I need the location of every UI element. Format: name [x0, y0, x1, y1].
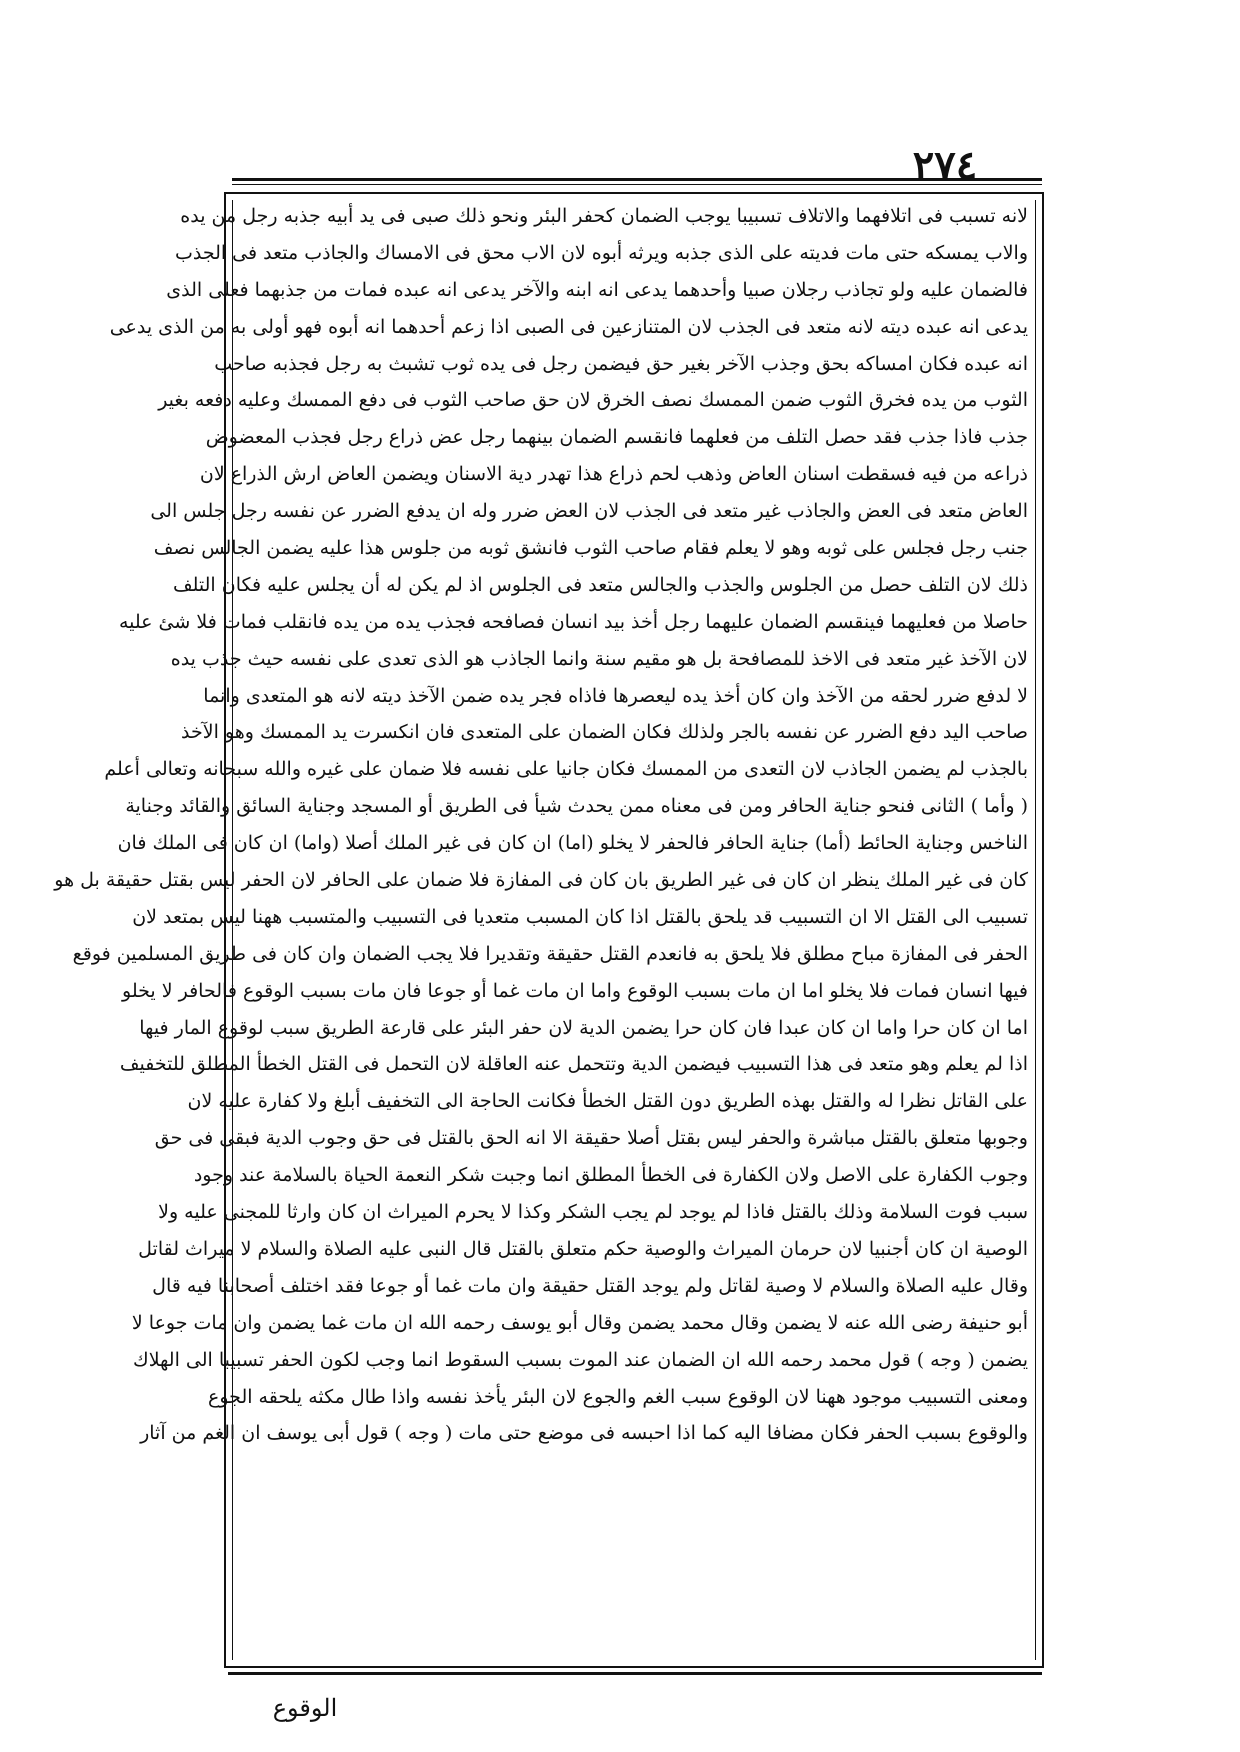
- catchword: الوقوع: [272, 1694, 338, 1722]
- text-line: جنب رجل فجلس على ثوبه وهو لا يعلم فقام صاحب الثوب فانشق ثوبه من جلوس هذا عليه يضمن الجالس نصف: [153, 537, 1028, 560]
- text-line: فالضمان عليه ولو تجاذب رجلان صبيا وأحدهما يدعى انه ابنه والآخر يدعى انه عبده فمات من جذبهما فعلى الذى: [166, 278, 1028, 301]
- text-line: لانه تسبب فى اتلافهما والاتلاف تسبيبا يوجب الضمان كحفر البئر ونحو ذلك صبى فى يد أبيه جذبه رجل من يده: [180, 205, 1028, 227]
- text-line: ومعنى التسبيب موجود ههنا لان الوقوع سبب الغم والجوع لان البئر يأخذ نفسه واذا طال مكثه يلحقه الجوع: [208, 1385, 1028, 1408]
- top-rule: [232, 178, 1042, 181]
- text-line: وقال عليه الصلاة والسلام لا وصية لقاتل ولم يوجد القتل حقيقة وان مات غما أو جوعا فقد اختلف أصحابنا فيه قال: [152, 1274, 1028, 1297]
- text-line: ( وأما ) الثانى فنحو جناية الحافر ومن فى معناه ممن يحدث شيأ فى الطريق أو المسجد وجناية السائق والقائد وجناية: [125, 795, 1028, 818]
- text-line: الثوب من يده فخرق الثوب ضمن الممسك نصف الخرق لان حق صاحب الثوب فى دفع الممسك وعليه دفعه بغير: [158, 389, 1028, 412]
- text-line: أبو حنيفة رضى الله عنه لا يضمن وقال محمد يضمن وقال أبو يوسف رحمه الله ان مات غما يضمن وان مات جوعا لا: [131, 1311, 1028, 1334]
- text-line: فيها انسان فمات فلا يخلو اما ان مات بسبب الوقوع واما ان مات غما أو جوعا فان مات بسبب الوقوع فالحافر لا يخلو: [122, 979, 1028, 1002]
- text-line: تسبيب الى القتل الا ان التسبيب قد يلحق بالقتل اذا كان المسبب متعديا فى التسبيب والمتسبب ههنا ليس بمتعد لان: [132, 905, 1028, 928]
- text-line: صاحب اليد دفع الضرر عن نفسه بالجر ولذلك فكان الضمان على المتعدى فان انكسرت يد الممسك وهو الآخذ: [181, 721, 1028, 744]
- text-line: والوقوع بسبب الحفر فكان مضافا اليه كما اذا احبسه فى موضع حتى مات ( وجه ) قول أبى يوسف ان الغم من آثار: [140, 1422, 1028, 1445]
- text-line: لا لدفع ضرر لحقه من الآخذ وان كان أخذ يده ليعصرها فاذاه فجر يده ضمن الآخذ ديته لانه هو المتعدى وانما: [203, 684, 1028, 707]
- text-line: اما ان كان حرا واما ان كان عبدا فان كان حرا يضمن الدية لان حفر البئر على قارعة الطريق سبب لوقوع المار فيها: [139, 1016, 1028, 1039]
- text-line: يدعى انه عبده ديته لانه متعد فى الجذب لان المتنازعين فى الصبى اذا زعم أحدهما انه أبوه فهو أولى به من الذى يدعى: [109, 315, 1028, 338]
- text-line: الحفر فى المفازة مباح مطلق فلا يلحق به فانعدم القتل حقيقة وتقديرا فلا يجب الضمان وان كان فى طريق المسلمين فوقع: [72, 942, 1028, 965]
- text-line: وجوبها متعلق بالقتل مباشرة والحفر ليس بقتل أصلا حقيقة الا انه الحق بالقتل فى حق وجوب الدية فبقى فى حق: [154, 1127, 1028, 1150]
- bottom-rule: [228, 1672, 1042, 1675]
- text-line: جذب فاذا جذب فقد حصل التلف من فعلهما فانقسم الضمان بينهما رجل عض ذراع رجل فجذب المعضوض: [205, 426, 1028, 449]
- text-line: العاض متعد فى العض والجاذب غير متعد فى الجذب لان العض ضرر وله ان يدفع الضرر عن نفسه رجل جلس الى: [150, 500, 1028, 523]
- text-line: انه عبده فكان امساكه بحق وجذب الآخر بغير حق فيضمن رجل فى يده ثوب تشبث به رجل فجذبه صاحب: [214, 352, 1028, 375]
- text-line: اذا لم يعلم وهو متعد فى هذا التسبيب فيضمن الدية وتتحمل عنه العاقلة لان التحمل فى القتل الخطأ المطلق للتخفيف: [119, 1053, 1028, 1076]
- top-rule-thin: [232, 184, 1042, 185]
- text-line: وجوب الكفارة على الاصل ولان الكفارة فى الخطأ المطلق انما وجبت شكر النعمة الحياة بالسلامة عند وجود: [193, 1164, 1028, 1187]
- text-line: يضمن ( وجه ) قول محمد رحمه الله ان الضمان عند الموت بسبب السقوط انما وجب لكون الحفر تسبيبا الى الهلاك: [133, 1348, 1028, 1371]
- text-line: ذلك لان التلف حصل من الجلوس والجذب والجالس متعد فى الجلوس اذ لم يكن له أن يجلس عليه فكان التلف: [172, 573, 1028, 596]
- text-line: بالجذب لم يضمن الجاذب لان التعدى من الممسك فكان جانيا على نفسه فلا ضمان على غيره والله سبحانه وتعالى أعلم: [104, 758, 1028, 781]
- text-line: ذراعه من فيه فسقطت اسنان العاض وذهب لحم ذراع هذا تهدر دية الاسنان ويضمن العاض ارش الذراع لان: [199, 463, 1028, 486]
- body-text: [54, 198, 1028, 1660]
- text-line: حاصلا من فعليهما فينقسم الضمان عليهما رجل أخذ بيد انسان فصافحه فجذب يده من يده فانقلب فمات فلا شئ عليه: [118, 610, 1028, 633]
- page-number: ٢٧٤: [912, 142, 978, 189]
- text-line: على القاتل نظرا له والقتل بهذه الطريق دون القتل الخطأ فكانت الحاجة الى التخفيف أبلغ ولا كفارة عليه لان: [187, 1090, 1028, 1113]
- text-line: كان فى غير الملك ينظر ان كان فى غير الطريق بان كان فى المفازة فلا ضمان على الحافر لان الحفر ليس بقتل حقيقة بل هو: [54, 869, 1028, 892]
- text-line: والاب يمسكه حتى مات فديته على الذى جذبه ويرثه أبوه لان الاب محق فى الامساك والجاذب متعد فى الجذب: [174, 241, 1028, 264]
- text-line: الوصية ان كان أجنبيا لان حرمان الميراث والوصية حكم متعلق بالقتل قال النبى عليه الصلاة والسلام لا ميراث لقاتل: [138, 1237, 1028, 1260]
- text-line: الناخس وجناية الحائط (أما) جناية الحافر فالحفر لا يخلو (اما) ان كان فى غير الملك أصلا (واما) ان كان فى الملك فان: [117, 832, 1028, 855]
- text-line: لان الآخذ غير متعد فى الاخذ للمصافحة بل هو مقيم سنة وانما الجاذب هو الذى تعدى على نفسه حيث جذب يده: [170, 647, 1028, 670]
- text-line: سبب فوت السلامة وذلك بالقتل فاذا لم يوجد لم يجب الشكر وكذا لا يحرم الميراث ان كان وارثا للمجنى عليه ولا: [158, 1201, 1028, 1224]
